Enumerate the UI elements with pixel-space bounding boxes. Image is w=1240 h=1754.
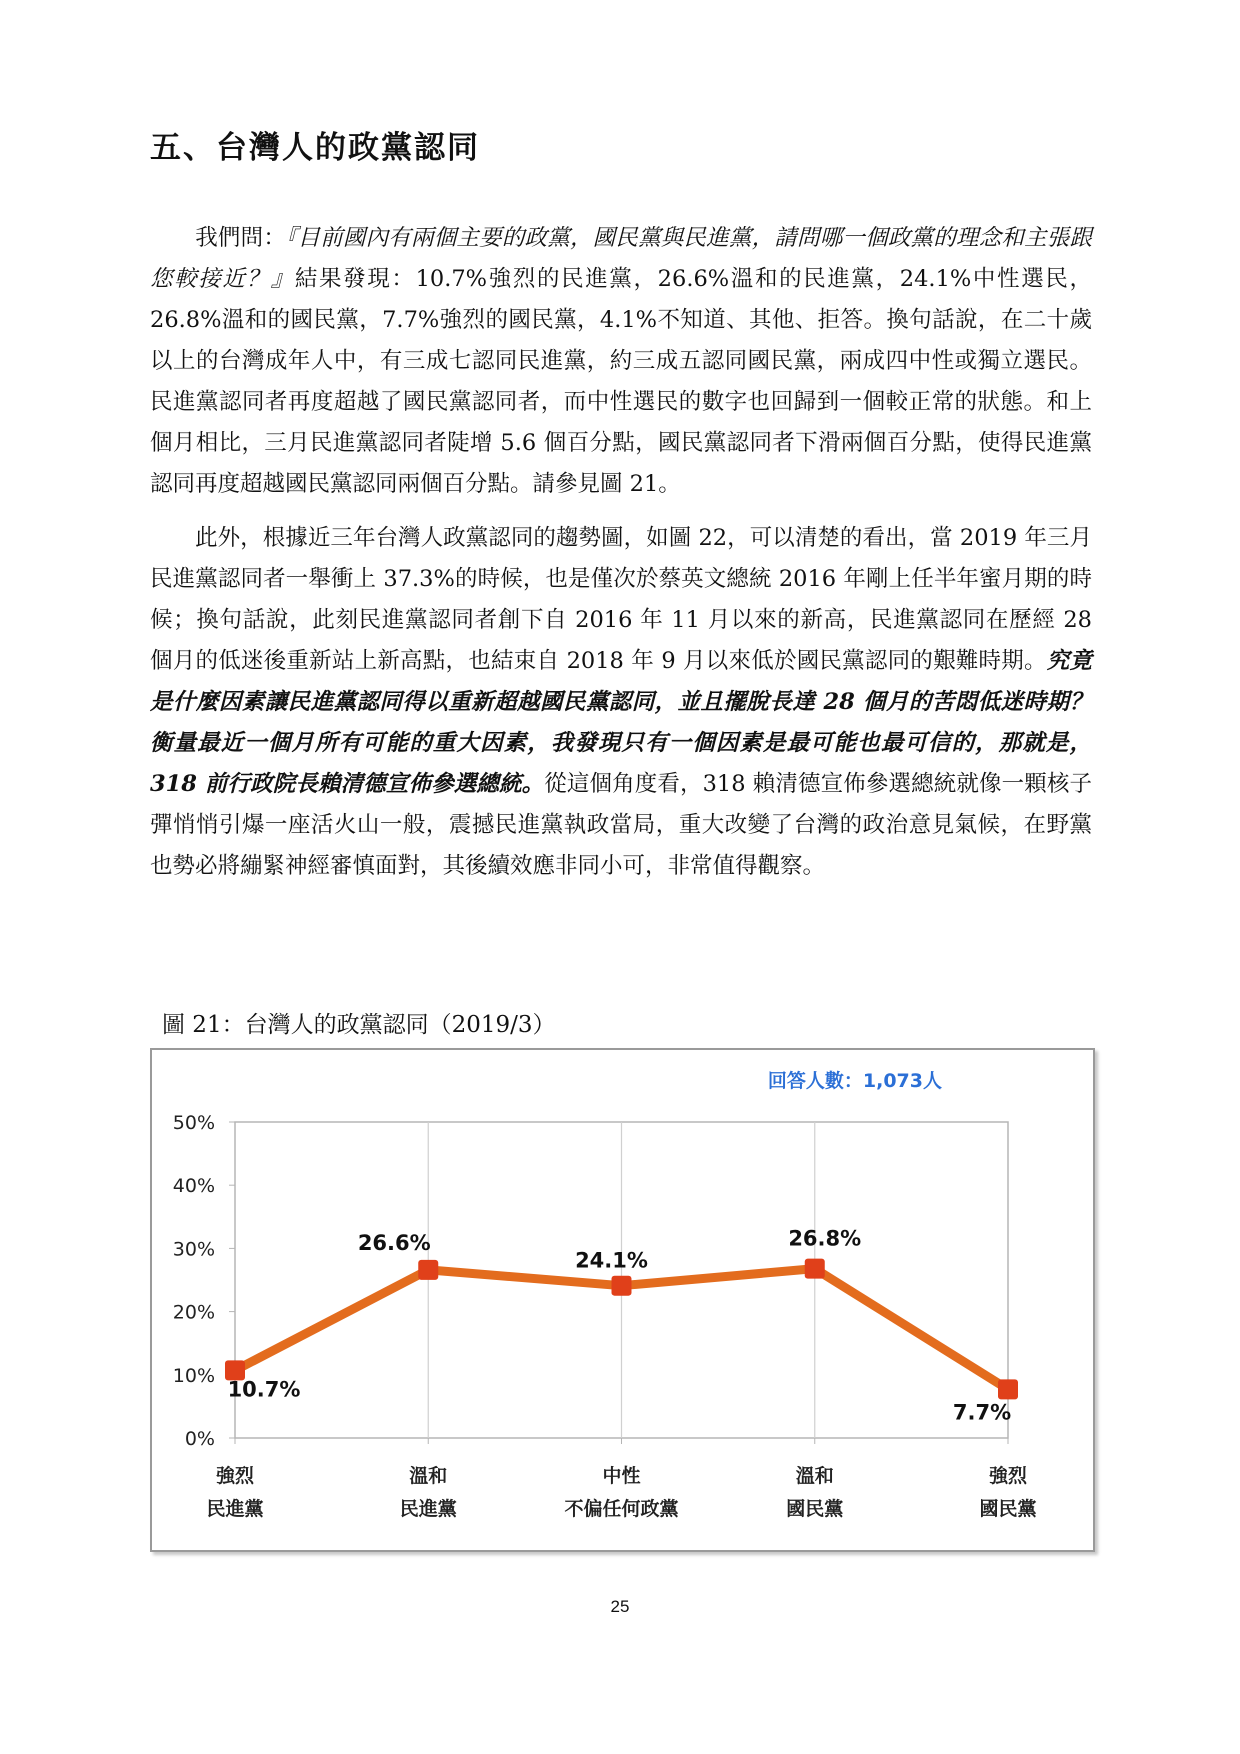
page-number: 25	[610, 1597, 630, 1616]
x-category-label: 中性	[602, 1465, 641, 1487]
y-tick-label: 10%	[172, 1364, 215, 1387]
x-category-label: 國民黨	[979, 1498, 1037, 1520]
data-label: 24.1%	[575, 1248, 648, 1273]
p2-emphasis: 究竟是什麼因素讓民進黨認同得以重新超越國民黨認同，並且擺脫長達 28 個月的苦悶低迷時期？衡量最近一個月所有可能的重大因素，我發現只有一個因素是最可能也最可信的，那就是，318 前行政院長賴清德宣佈參選總統。	[150, 648, 1092, 797]
p2-before: 此外，根據近三年台灣人政黨認同的趨勢圖，如圖 22，可以清楚的看出，當 2019 年三月民進黨認同者一舉衝上 37.3%的時候，也是僅次於蔡英文總統 2016 年剛上任半年蜜月期的時候；換句話說，此刻民進黨認同者創下自 2016 年 11 月以來的新高，民進黨認同在歷經 28 個月的低迷後重新站上新高點，也結束自 2018 年 9 月以來低於國民黨認同的艱難時期。	[150, 525, 1092, 674]
x-category-label: 國民黨	[786, 1498, 844, 1520]
respondents-note: 回答人數：1,073人	[767, 1070, 942, 1092]
p2-after: 從這個角度看，318 賴清德宣佈參選總統就像一顆核子彈悄悄引爆一座活火山一般，震撼民進黨執政當局，重大改變了台灣的政治意見氣候，在野黨也勢必將繃緊神經審慎面對，其後續效應非同小可，非常值得觀察。	[150, 771, 1092, 879]
paragraph-2	[150, 518, 1092, 887]
y-tick-label: 30%	[172, 1238, 215, 1261]
x-category-label: 民進黨	[206, 1498, 264, 1520]
x-category-label: 強烈	[988, 1465, 1028, 1487]
y-tick-label: 40%	[172, 1175, 215, 1198]
x-category-label: 不偏任何政黨	[564, 1498, 679, 1520]
p1-body: 結果發現：10.7%強烈的民進黨，26.6%溫和的民進黨，24.1%中性選民，26.8%溫和的國民黨，7.7%強烈的國民黨，4.1%不知道、其他、拒答。換句話說，在二十歲以上的台灣成年人中，有三成七認同民進黨，約三成五認同國民黨，兩成四中性或獨立選民。民進黨認同者再度超越了國民黨認同者，而中性選民的數字也回歸到一個較正常的狀態。和上個月相比，三月民進黨認同者陡增 5.6 個百分點，國民黨認同者下滑兩個百分點，使得民進黨認同再度超越國民黨認同兩個百分點。請參見圖 21。	[150, 266, 1092, 497]
data-label: 7.7%	[952, 1400, 1012, 1425]
x-category-label: 民進黨	[399, 1498, 457, 1520]
data-point	[805, 1259, 825, 1279]
data-label: 26.6%	[357, 1230, 431, 1255]
p1-lead: 我們問：	[195, 225, 287, 251]
y-tick-label: 0%	[184, 1428, 215, 1450]
section-heading: 五、台灣人的政黨認同	[150, 130, 480, 166]
paragraph-1	[150, 218, 1092, 505]
data-label: 10.7%	[227, 1377, 301, 1402]
data-point	[612, 1276, 632, 1296]
p1-question: 『目前國內有兩個主要的政黨，國民黨與民進黨，請問哪一個政黨的理念和主張跟您較接近？』	[150, 225, 1092, 292]
x-category-label: 溫和	[409, 1465, 448, 1487]
y-tick-label: 20%	[172, 1301, 215, 1324]
line-chart	[152, 1050, 1093, 1550]
data-label: 26.8%	[788, 1226, 862, 1251]
y-tick-label: 50%	[172, 1112, 215, 1134]
x-category-label: 強烈	[215, 1465, 255, 1487]
x-category-label: 溫和	[795, 1465, 834, 1487]
figure-caption: 圖 21：台灣人的政黨認同（2019/3）	[162, 1012, 556, 1038]
data-point	[998, 1379, 1018, 1399]
chart-frame	[150, 1048, 1095, 1552]
data-point	[418, 1260, 438, 1280]
